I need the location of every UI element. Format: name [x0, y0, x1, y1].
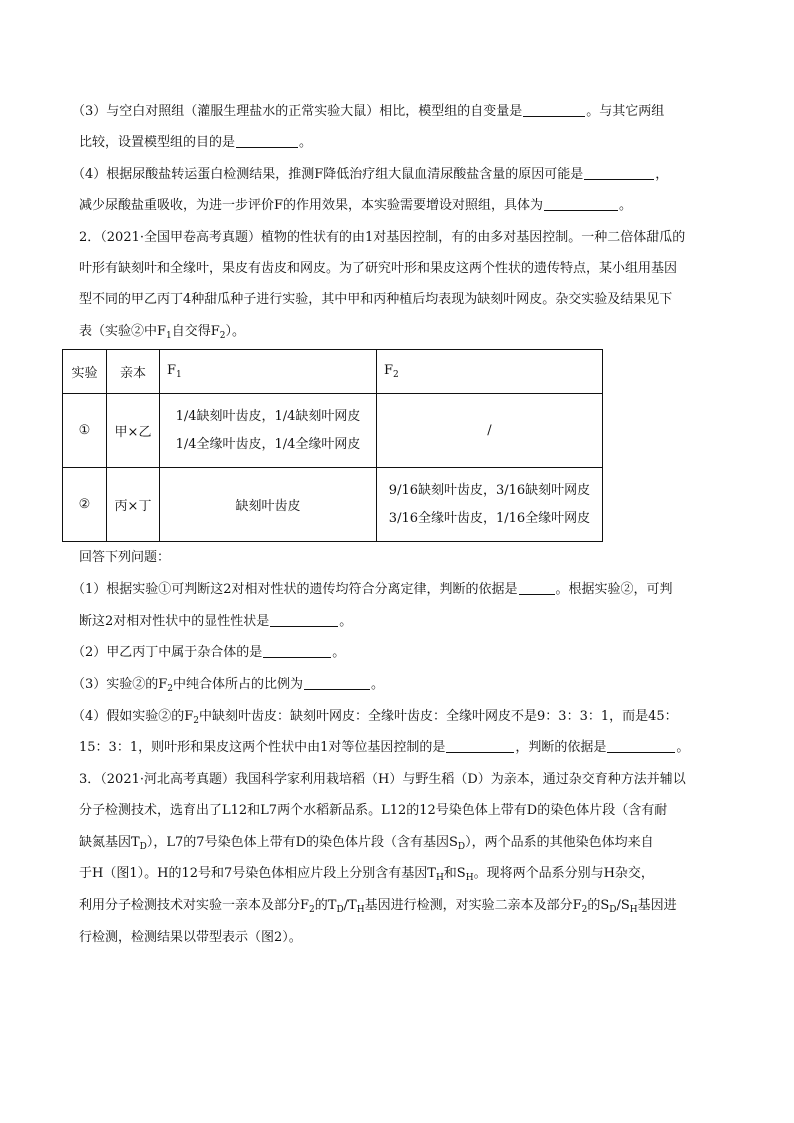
text: （4）假如实验②的F — [72, 709, 194, 724]
text: 比较，设置模型组的目的是 — [79, 135, 236, 150]
text: 中缺刻叶齿皮：缺刻叶网皮：全缘叶齿皮：全缘叶网皮不是9：3：3：1，而是45： — [199, 709, 678, 724]
text: 减少尿酸盐重吸收，为进一步评价F的作用效果，本实验需要增设对照组，具体为 — [79, 198, 544, 213]
text: 。 — [619, 198, 633, 213]
text: 。 — [339, 614, 353, 629]
row1-parent: 甲×乙 — [107, 394, 160, 468]
table-row — [63, 394, 603, 468]
q3-line3 — [79, 833, 654, 857]
q2-sub1-line2 — [79, 612, 352, 632]
text: （3）实验②的F — [72, 677, 168, 692]
text: 。 — [332, 645, 346, 660]
text: 断这2对相对性状中的显性性状是 — [79, 614, 270, 629]
header-f1 — [160, 350, 377, 394]
subscript: 1 — [176, 370, 182, 380]
answer-blank[interactable] — [544, 196, 618, 211]
text: ），两个品系的其他染色体均来自 — [465, 835, 654, 850]
cross-experiment-table — [62, 349, 603, 542]
table-header-row — [63, 350, 603, 394]
table-row — [63, 468, 603, 542]
text: 1/4全缘叶齿皮，1/4全缘叶网皮 — [175, 436, 361, 452]
subscript: 2 — [581, 905, 588, 915]
text: /S — [616, 898, 630, 913]
q2-line3: 型不同的甲乙丙丁4种甜瓜种子进行实验，其中甲和丙种植后均表现为缺刻叶网皮。杂交实验及结果见下 — [79, 292, 673, 307]
q1-part3-line2 — [79, 133, 312, 153]
text: 利用分子检测技术对实验一亲本及部分F — [79, 898, 310, 913]
text: /T — [343, 898, 357, 913]
subscript: H — [629, 905, 638, 915]
answer-prompt: 回答下列问题： — [79, 550, 171, 565]
text: 自交得F — [171, 324, 220, 339]
text: 基因进行检测，对实验二亲本及部分F — [364, 898, 582, 913]
subscript: H — [435, 873, 444, 883]
subscript: D — [336, 905, 344, 915]
q3-line5 — [79, 896, 677, 920]
row2-f2 — [377, 468, 603, 542]
text: 中纯合体所占的比例为 — [173, 677, 304, 692]
q3-line6: 行检测，检测结果以带型表示（图2）。 — [79, 930, 302, 945]
text: ）。 — [225, 324, 246, 339]
q2-sub3 — [72, 675, 384, 699]
answer-blank[interactable] — [584, 165, 654, 180]
text: 。与其它两组 — [586, 104, 665, 119]
text: 表（实验②中F — [79, 324, 167, 339]
subscript: H — [465, 873, 474, 883]
text: 3/16全缘叶齿皮，1/16全缘叶网皮 — [388, 510, 591, 526]
text: 1/4缺刻叶齿皮，1/4缺刻叶网皮 — [175, 408, 361, 424]
subscript: D — [457, 842, 466, 852]
answer-blank[interactable] — [519, 580, 555, 595]
text: 。 — [299, 135, 313, 150]
text: 9/16缺刻叶齿皮，3/16缺刻叶网皮 — [388, 482, 591, 498]
subscript: 2 — [309, 905, 315, 915]
subscript: 1 — [166, 331, 172, 341]
answer-blank[interactable] — [263, 643, 331, 658]
text: （4）根据尿酸盐转运蛋白检测结果，推测F降低治疗组大鼠血清尿酸盐含量的原因可能是 — [72, 167, 584, 182]
subscript: H — [356, 905, 365, 915]
subscript: 2 — [219, 331, 226, 341]
header-experiment: 实验 — [63, 350, 107, 394]
q1-part4-line1 — [72, 165, 668, 185]
text: F — [384, 363, 394, 378]
header-parent: 亲本 — [107, 350, 160, 394]
q1-part4-line2 — [79, 196, 632, 216]
text: ），L7的7号染色体上带有D的染色体片段（含有基因S — [146, 835, 458, 850]
q2-sub4-line1 — [72, 707, 678, 731]
q3-line1: 3．（2021·河北高考真题）我国科学家利用栽培稻（H）与野生稻（D）为亲本，通过杂交育种方法并辅以 — [79, 772, 686, 787]
subscript: 2 — [193, 716, 200, 726]
row2-f1: 缺刻叶齿皮 — [160, 468, 377, 542]
header-f2 — [377, 350, 603, 394]
text: 缺氮基因T — [79, 835, 140, 850]
text: 和S — [443, 866, 466, 881]
text: 的S — [587, 898, 610, 913]
text: 15：3：1，则叶形和果皮这两个性状中由1对等位基因控制的是 — [79, 740, 446, 755]
q2-line2: 叶形有缺刻叶和全缘叶，果皮有齿皮和网皮。为了研究叶形和果皮这两个性状的遗传特点，某小组用基因 — [79, 261, 678, 276]
text: （1）根据实验①可判断这2对相对性状的遗传均符合分离定律，判断的依据是 — [72, 582, 518, 597]
row1-experiment: ① — [63, 394, 107, 468]
q2-line4 — [79, 322, 245, 346]
row2-experiment: ② — [63, 468, 107, 542]
text: 。根据实验②，可判 — [555, 582, 673, 597]
subscript: 2 — [167, 684, 174, 694]
answer-blank[interactable] — [304, 675, 370, 690]
text: 。 — [676, 740, 690, 755]
text: ， — [655, 167, 669, 182]
subscript: D — [609, 905, 617, 915]
subscript: 2 — [393, 370, 399, 380]
q2-sub1-line1 — [72, 580, 673, 600]
text: 的T — [314, 898, 337, 913]
text: ，判断的依据是 — [515, 740, 607, 755]
row1-f1 — [160, 394, 377, 468]
q3-line4 — [79, 864, 654, 888]
q2-sub4-line2 — [79, 738, 689, 758]
text: 基因进 — [637, 898, 677, 913]
text: （3）与空白对照组（灌服生理盐水的正常实验大鼠）相比，模型组的自变量是 — [72, 104, 523, 119]
answer-blank[interactable] — [523, 102, 585, 117]
q3-line2: 分子检测技术，选育出了L12和L7两个水稻新品系。L12的12号染色体上带有D的染色体片段（含有耐 — [79, 803, 668, 818]
text: 。现将两个品系分别与H杂交， — [473, 866, 654, 881]
text: （2）甲乙丙丁中属于杂合体的是 — [72, 645, 263, 660]
q2-line1: 2．（2021·全国甲卷高考真题）植物的性状有的由1对基因控制，有的由多对基因控制。一种二倍体甜瓜的 — [79, 230, 686, 245]
answer-blank[interactable] — [607, 738, 675, 753]
text: 于H（图1）。H的12号和7号染色体相应片段上分别含有基因T — [79, 866, 436, 881]
text: 。 — [371, 677, 385, 692]
answer-blank[interactable] — [236, 133, 298, 148]
row1-f2: / — [377, 394, 603, 468]
subscript: D — [139, 842, 147, 852]
row2-parent: 丙×丁 — [107, 468, 160, 542]
text: F — [167, 363, 177, 378]
answer-blank[interactable] — [270, 612, 338, 627]
q2-sub2 — [72, 643, 345, 663]
answer-blank[interactable] — [446, 738, 514, 753]
q1-part3-line1 — [72, 102, 664, 122]
